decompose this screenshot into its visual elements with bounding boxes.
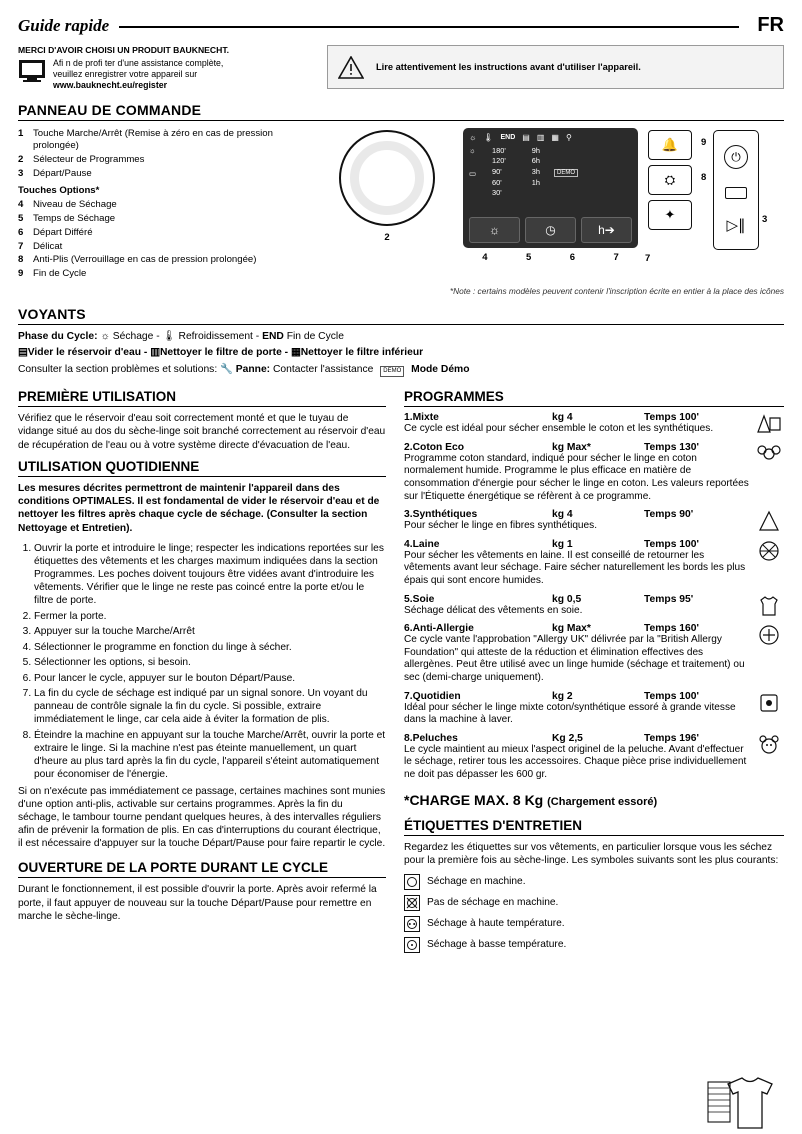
thermometer-icon: 🌡: [162, 330, 176, 342]
legend-item-9: [18, 268, 308, 281]
programme-1-name: 1.Mixte: [404, 412, 439, 424]
programme-2-name: 2.Coton Eco: [404, 441, 465, 453]
wrench-icon: 🔧: [220, 363, 233, 375]
programme-4-desc: Pour sécher les vêtements en laine. Il est conseillé de retourner les vêtements avant leur séchage. Faire sécher naturellement les bords les plus épais qui sont encore humides.: [404, 549, 746, 586]
body-columns: [18, 389, 784, 958]
fault-label: Panne:: [235, 363, 271, 375]
drying-text: Séchage -: [112, 330, 160, 342]
icons-note: *Note : certains modèles peuvent contenir l'inscription écrite en entier à la place des icônes: [449, 285, 784, 296]
delay-6h: 6h: [531, 156, 540, 166]
programme-5-kg: kg 0,5: [552, 593, 582, 605]
programme-3-kg: kg 4: [552, 509, 573, 521]
programme-8-name: 8.Peluches: [404, 732, 458, 744]
legend-item-1: [18, 128, 308, 154]
programme-7-time: Temps 100': [644, 690, 699, 702]
end-of-cycle-button[interactable]: 🔔: [648, 130, 692, 160]
power-button[interactable]: ⏻: [724, 145, 748, 169]
daily-use-intro: [18, 482, 386, 535]
time-60: 60': [492, 177, 502, 187]
indicators-block: [18, 329, 784, 377]
door-filter-icon2: ▥: [150, 347, 160, 359]
anti-crease-button[interactable]: ⛭: [648, 165, 692, 195]
step-2: 2. Fermer la porte.: [34, 610, 386, 623]
charge-max-line: [404, 792, 784, 808]
disp-num-4: 4: [482, 251, 488, 263]
drying-icon: ☼: [469, 132, 477, 142]
programme-3: [404, 509, 784, 533]
right-column: [404, 389, 784, 958]
display-panel: [463, 128, 638, 248]
display-button-numbers: [463, 252, 638, 263]
option-buttons-column: [648, 130, 696, 235]
legend-num-6: 6: [18, 226, 24, 238]
care-item-3: [404, 916, 784, 932]
programme-6: [404, 623, 784, 684]
opt-num-7-under: 7: [645, 252, 651, 264]
power-num-3: 3: [762, 213, 768, 225]
care-label-2: Pas de séchage en machine.: [427, 896, 559, 908]
programme-5-time: Temps 95': [644, 593, 694, 605]
time-180: 180': [492, 145, 506, 155]
legend-item-8: [18, 254, 308, 267]
synthetic-icon: [754, 508, 784, 534]
warning-text: Lire attentivement les instructions avant d'utiliser l'appareil.: [376, 62, 641, 72]
time-90: 90': [492, 166, 502, 176]
service-icon: ⚲: [565, 132, 572, 142]
care-label-1: Séchage en machine.: [427, 875, 526, 887]
registration-line-2: veuillez enregistrer votre appareil sur: [53, 69, 198, 80]
demo-badge: DEMO: [554, 169, 578, 177]
demo-mode-text: Mode Démo: [411, 363, 470, 375]
daily-use-title: UTILISATION QUOTIDIENNE: [18, 459, 386, 477]
programme-1-desc: Ce cycle est idéal pour sécher ensemble le coton et les synthétiques.: [404, 423, 714, 435]
programme-4-kg: kg 1: [552, 538, 573, 550]
programme-3-time: Temps 90': [644, 509, 694, 521]
low-temp-icon: [404, 937, 420, 953]
programme-6-desc: Ce cycle vante l'approbation "Allergy UK" délivrée par la "British Allergy Foundation" qui atteste de la réduction et élimination effectives des allergènes. Peut être utilisé avec un linge humide (séchage et traitement) ou sec (demi-charge uniquement).: [404, 634, 745, 683]
door-open-title: OUVERTURE DE LA PORTE DURANT LE CYCLE: [18, 860, 386, 878]
teddy-icon: [754, 732, 784, 758]
programme-4-time: Temps 100': [644, 538, 699, 550]
intro-row: [18, 45, 784, 92]
left-column: [18, 389, 386, 958]
programmes-title: PROGRAMMES: [404, 389, 784, 407]
step-7: 7. La fin du cycle de séchage est indiqué par un signal sonore. Un voyant du panneau de contrôle signale la fin du cycle. Si possible, extraire immédiatement le linge, car cela aide à éviter la formation de plis.: [34, 687, 386, 726]
indicator-service: [18, 362, 784, 377]
indicator-cycle-phase: [18, 329, 784, 344]
programme-2-desc: Programme coton standard, indiqué pour sécher le linge en coton normalement humide. Programme le plus efficace en matière de consommation d'énergie pour sécher le linge en coton. Les valeurs reportées sur l'Étiquette énergétique se réfèrent à ce programme.: [404, 452, 749, 502]
program-selector-knob-block: [328, 130, 446, 243]
time-120: 120': [492, 156, 506, 166]
page-header: [18, 14, 784, 37]
care-labels-title: ÉTIQUETTES D'ENTRETIEN: [404, 818, 784, 836]
programme-1-time: Temps 100': [644, 412, 699, 424]
legend-label-6: Départ Différé: [33, 226, 93, 238]
delay-times-column: [532, 146, 540, 200]
end-label: END: [262, 330, 284, 342]
drying-level-icons: ☼ ▭: [469, 145, 476, 178]
programme-7-desc: Idéal pour sécher le linge mixte coton/synthétique essoré à grande vitesse dans la machine à laver.: [404, 701, 736, 726]
end-indicator: END: [500, 133, 516, 141]
high-temp-icon: [404, 916, 420, 932]
programme-1-kg: kg 4: [552, 412, 573, 424]
delicate-button[interactable]: ✦: [648, 200, 692, 230]
door-open-text: Durant le fonctionnement, il est possible d'ouvrir la porte. Après avoir refermé la porte, il faut appuyer de nouveau sur la touche Départ/Pause pour remettre en marche le sèche-linge.: [18, 884, 377, 922]
options-subtitle: Touches Options*: [18, 184, 100, 196]
programme-5: [404, 594, 784, 618]
demo-tag-inline: DEMO: [380, 366, 404, 377]
empty-tank-text: Vider le réservoir d'eau -: [27, 347, 148, 359]
care-labels-intro: Regardez les étiquettes sur vos vêtements, en particulier lorsque vous les séchez pour la première fois au sèche-linge. Les symboles suivants sont les plus courants:: [404, 841, 779, 866]
programme-5-name: 5.Soie: [404, 593, 435, 605]
daily-use-steps: [18, 542, 386, 781]
warning-box: [327, 45, 784, 89]
legend-label-9: Fin de Cycle: [33, 268, 87, 280]
legend-item-2: [18, 154, 308, 167]
end-text: Fin de Cycle: [286, 330, 344, 342]
legend-num-7: 7: [18, 240, 24, 252]
power-start-column: [713, 130, 759, 250]
lower-filter-icon: ▦: [551, 132, 559, 142]
delay-1h: 1h: [531, 177, 540, 187]
programme-2: [404, 442, 784, 503]
programme-8-time: Temps 196': [644, 732, 699, 744]
legend-num-4: 4: [18, 199, 24, 211]
program-selector-knob[interactable]: [339, 130, 435, 226]
legend-num-3: 3: [18, 167, 24, 179]
door-filter-icon: ▥: [536, 132, 545, 142]
care-labels-list: [404, 874, 784, 953]
programme-7-name: 7.Quotidien: [404, 690, 461, 702]
legend-label-4: Niveau de Séchage: [33, 199, 117, 211]
antiallergy-icon: [754, 622, 784, 648]
lower-filter-icon2: ▦: [290, 347, 301, 359]
registration-line-1: Afi n de profi ter d'une assistance complète,: [53, 58, 224, 68]
registration-block: [18, 45, 313, 92]
assistance-text: Contacter l'assistance: [272, 363, 374, 375]
programme-8: [404, 733, 784, 782]
programme-2-time: Temps 130': [644, 441, 699, 453]
control-panel-section: [18, 128, 784, 282]
cycle-phase-label: Phase du Cycle:: [18, 330, 98, 342]
mixed-icon: [754, 411, 784, 437]
daily-use-intro-bold: Les mesures décrites permettront de maintenir l'appareil dans des conditions OPTIMALES. Il est fondamental de vider le réservoir d'eau et de nettoyer les filtres après chaque cycle de séchage. (Consulter la section Nettoyage et Entretien).: [18, 482, 380, 534]
registration-link[interactable]: www.bauknecht.eu/register: [53, 80, 168, 91]
panel-indicator: [725, 187, 747, 199]
start-pause-button[interactable]: ▷∥: [726, 216, 746, 234]
display-status-icons: [469, 133, 632, 142]
legend-num-1: 1: [18, 127, 24, 139]
step-6: 6. Pour lancer le cycle, appuyer sur le bouton Départ/Pause.: [34, 672, 386, 685]
legend-item-4: [18, 199, 308, 212]
tank-icon: ▤: [18, 347, 28, 359]
registration-text: [53, 58, 223, 92]
display-option-buttons: [469, 217, 632, 243]
drying-times-column: [492, 146, 506, 200]
charge-max-label: *CHARGE MAX. 8 Kg: [404, 791, 544, 808]
disp-num-6: 6: [569, 251, 576, 263]
troubleshooting-text: Consulter la section problèmes et solutions:: [18, 363, 218, 375]
page-title: Guide rapide: [18, 15, 110, 35]
programme-3-desc: Pour sécher le linge en fibres synthétiques.: [404, 520, 598, 532]
legend-label-1: Touche Marche/Arrêt (Remise à zéro en cas de pression prolongée): [33, 127, 273, 152]
legend-num-2: 2: [18, 154, 24, 166]
drying-level-button[interactable]: ☼: [469, 217, 520, 243]
control-panel-title: PANNEAU DE COMMANDE: [18, 102, 784, 121]
care-item-4: [404, 937, 784, 953]
display-time-columns: [469, 146, 632, 200]
care-item-2: [404, 895, 784, 911]
tshirt-label-illustration: [702, 1072, 798, 1134]
wool-icon: [754, 538, 784, 564]
sun-icon: ☼: [100, 330, 110, 342]
no-tumble-dry-icon: [404, 895, 420, 911]
step-1: 1. Ouvrir la porte et introduire le linge; respecter les indications reportées sur les étiquettes des vêtements et les charges maximum indiquées dans la section Programmes. Les poches doivent toujours être vidées avant d'introduire les vêtements. Vérifier que le linge ne reste pas coincé entre la porte et/ou le filtre de porte.: [34, 542, 386, 607]
care-label-3: Séchage à haute température.: [427, 917, 565, 929]
step-3: 3. Appuyer sur la touche Marche/Arrêt: [34, 625, 386, 638]
programme-2-kg: kg Max*: [552, 441, 591, 453]
programme-1: [404, 412, 784, 436]
programme-6-kg: kg Max*: [552, 623, 591, 635]
delay-3h: 3h: [531, 166, 540, 176]
legend-num-5: 5: [18, 213, 24, 225]
time-30: 30': [492, 188, 502, 198]
legend-label-2: Sélecteur de Programmes: [33, 154, 145, 166]
tumble-dry-icon: [404, 874, 420, 890]
cooling-icon: 🌡: [483, 132, 494, 142]
legend-num-8: 8: [18, 254, 24, 266]
warning-triangle-icon: [338, 56, 364, 79]
programme-6-name: 6.Anti-Allergie: [404, 623, 474, 635]
legend-num-9: 9: [18, 268, 24, 280]
programme-7-kg: kg 2: [552, 690, 573, 702]
first-use-title: PREMIÈRE UTILISATION: [18, 389, 386, 407]
thanks-line: MERCI D'AVOIR CHOISI UN PRODUIT BAUKNECHT.: [18, 45, 230, 55]
knob-number-label: 2: [384, 231, 390, 243]
demo-badge-wrap: [554, 167, 578, 177]
opt-num-9: 9: [701, 136, 707, 148]
monitor-icon: [18, 59, 46, 83]
programme-8-kg: Kg 2,5: [552, 732, 583, 744]
indicators-title: VOYANTS: [18, 306, 784, 325]
legend-label-8: Anti-Plis (Verrouillage en cas de pression prolongée): [33, 254, 257, 266]
legend-label-5: Temps de Séchage: [33, 213, 116, 225]
programme-7: [404, 691, 784, 727]
legend-label-7: Délicat: [33, 240, 63, 252]
step-8: 8. Éteindre la machine en appuyant sur la touche Marche/Arrêt, ouvrir la porte et extraire le linge. Si la machine n'est pas éteinte manuellement, un quart d'heure au plus tard après la fin du cycle, l'appareil s'éteint automatiquement pour économiser de l'énergie.: [34, 729, 386, 781]
cotton-icon: [754, 441, 784, 467]
legend-item-5: [18, 213, 308, 226]
step-5: 5. Sélectionner les options, si besoin.: [34, 656, 386, 669]
legend-label-3: Départ/Pause: [33, 167, 92, 179]
control-panel-legend: [18, 128, 308, 282]
delay-start-button[interactable]: h➔: [581, 217, 632, 243]
disp-num-7: 7: [613, 251, 619, 263]
language-code: FR: [757, 14, 784, 36]
cooling-text: Refroidissement -: [178, 330, 260, 342]
drying-time-button[interactable]: ◷: [525, 217, 576, 243]
programme-6-time: Temps 160': [644, 623, 699, 635]
silk-icon: [754, 593, 784, 619]
step-4: 4. Sélectionner le programme en fonction du linge à sécher.: [34, 641, 386, 654]
care-item-1: [404, 874, 784, 890]
water-tank-icon: ▤: [522, 132, 530, 142]
disp-num-5: 5: [525, 251, 532, 263]
legend-item-6: [18, 227, 308, 240]
charge-max-note: (Chargement essoré): [547, 795, 658, 808]
programme-8-desc: Le cycle maintient au mieux l'aspect originel de la peluche. Avant d'effectuer le séchage, retirer tous les accessoires. Chaque pièce prise individuellement ne doit pas dépasser les 600 gr.: [404, 743, 747, 781]
header-divider: [119, 26, 739, 28]
delay-9h: 9h: [531, 145, 540, 155]
indicator-maintenance: [18, 345, 784, 360]
first-use-text: Vérifiez que le réservoir d'eau soit correctement monté et que le tuyau de vidange situé au dos du sèche-linge soit branché correctement au réservoir d'eau de récupération de l'eau ou à votre système directe d'évacuation de l'eau.: [18, 413, 386, 451]
opt-num-8: 8: [701, 171, 707, 183]
control-panel-diagram: [318, 128, 784, 278]
daily-use-tail: Si on n'exécute pas immédiatement ce passage, certaines machines sont munies d'une option anti-plis, activable sur certains programmes. Après la fin du séchage, le tambour tourne pendant quelques heures, à des intervalles réguliers afin de prévenir la formation de plis. En cas d'interruptions du courant électrique, il est nécessaire d'appuyer sur la touche Départ/Pause pour faire repartir le cycle.: [18, 786, 386, 850]
programme-4: [404, 539, 784, 588]
legend-item-7: [18, 241, 308, 254]
legend-item-3: [18, 168, 308, 181]
care-label-4: Séchage à basse température.: [427, 938, 567, 950]
programme-3-name: 3.Synthétiques: [404, 509, 478, 521]
programme-5-desc: Séchage délicat des vêtements en soie.: [404, 604, 583, 616]
clean-door-filter-text: Nettoyer le filtre de porte -: [159, 347, 289, 359]
programme-4-name: 4.Laine: [404, 538, 440, 550]
daily-icon: [754, 690, 784, 716]
clean-lower-filter-text: Nettoyer le filtre inférieur: [300, 347, 424, 359]
